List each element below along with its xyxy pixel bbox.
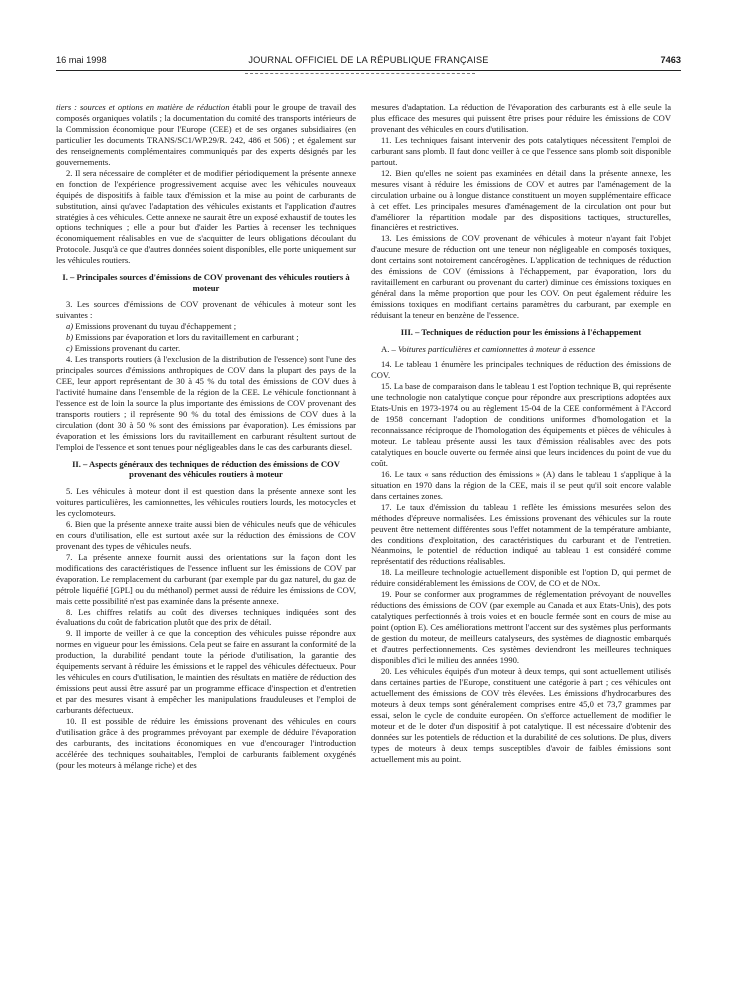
paragraph-3: 3. Les sources d'émissions de COV provenant de véhicules à moteur sont les suivantes : bbox=[56, 299, 356, 321]
list-item-c bbox=[56, 343, 356, 354]
paragraph-1 bbox=[56, 102, 356, 168]
paragraph-11: 11. Les techniques faisant intervenir des pots catalytiques nécessitent l'emploi de carburant sans plomb. Il faut donc veiller à ce que l'essence sans plomb soit disponible partout. bbox=[371, 134, 671, 167]
left-column bbox=[56, 102, 356, 771]
list-label-a: a) bbox=[66, 321, 74, 332]
section-heading-2: II. – Aspects généraux des techniques de réduction des émissions de COV provenant des véhicules routiers à moteur bbox=[72, 458, 340, 480]
paragraph-16: 16. Le taux « sans réduction des émissions » (A) dans le tableau 1 s'applique à la situation en 1970 dans la région de la CEE, mais il se peut qu'il soit encore valable dans certaines zones. bbox=[371, 468, 671, 501]
issue-date: 16 mai 1998 bbox=[56, 55, 107, 65]
paragraph-15: 15. La base de comparaison dans le tableau 1 est l'option technique B, qui représente une technologie non catalytique conçue pour répondre aux prescriptions adoptées aux Etats-Unis en 1973-1974 ou au règlement 15-04 de la CEE conformément à l'Accord de 1958 concernant l'adoption de conditions uniformes d'homologation et la reconnaissance réciproque de l'homologation des équipements et pièces de véhicules à moteur. Le tableau présente aussi les taux d'émission réalisables avec des pots catalytiques en boucle ouverte ou fermée ainsi que leurs incidences du point de vue du coût. bbox=[371, 381, 671, 468]
paragraph-9: 9. Il importe de veiller à ce que la conception des véhicules puisse répondre aux normes en vigueur pour les émissions. Cela peut se faire en assurant la conformité de la production, la durabilité pendant toute la période d'utilisation, la garantie des équipements servant à réduire les émissions et le rappel des véhicules défectueux. Pour les véhicules en cours d'utilisation, le maintien des résultats en matière de réduction des émissions peut aussi être assuré par un programme efficace d'inspection et d'entretien et par des mesures visant à empêcher les manipulations frauduleuses et l'emploi de carburants défectueux. bbox=[56, 628, 356, 716]
paragraph-14: 14. Le tableau 1 énumère les principales techniques de réduction des émissions de COV. bbox=[371, 359, 671, 381]
header-subrule bbox=[245, 73, 475, 74]
paragraph-1-text: établi pour le groupe de travail des composés organiques volatils ; la documentation du comité des transports intérieurs de la Commission économique pour l'Europe (CEE) et de ses organes subsidiaires (en particulier les documents TRANS/SC1/WP.29/R. 242, 486 et 506) ; et également sur des renseignements complémentaires communiqués par des experts désignés par les gouvernements. bbox=[56, 102, 356, 167]
list-item-a bbox=[56, 321, 356, 332]
list-label-b: b) bbox=[66, 332, 74, 343]
paragraph-8: 8. Les chiffres relatifs au coût des diverses techniques indiquées sont des évaluations du coût de fabrication plutôt que des prix de détail. bbox=[56, 606, 356, 628]
subsection-prefix: A. – bbox=[381, 343, 398, 354]
subsection-title: Voitures particulières et camionnettes à moteur à essence bbox=[397, 343, 596, 354]
paragraph-10-continued: mesures d'adaptation. La réduction de l'évaporation des carburants est à elle seule la plus efficace des mesures qui puissent être prises pour réduire les émissions de COV provenant des véhicules en cours d'utilisation. bbox=[371, 102, 671, 134]
journal-title: JOURNAL OFFICIEL DE LA RÉPUBLIQUE FRANÇAISE bbox=[248, 55, 489, 65]
paragraph-12: 12. Bien qu'elles ne soient pas examinées en détail dans la présente annexe, les mesures visant à réduire les émissions de COV et autres par l'aménagement de la circulation urbaine ou à longue distance constituent un moyen supplémentaire efficace à cet effet. Les principales mesures d'aménagement de la circulation ont pour but d'améliorer la répartition modale par des dispositions tactiques, structurelles, financières et restrictives. bbox=[371, 167, 671, 233]
list-text-a: Emissions provenant du tuyau d'échappement ; bbox=[73, 321, 237, 332]
header-rule bbox=[56, 70, 681, 71]
section-heading-1: I. – Principales sources d'émissions de COV provenant des véhicules routiers à moteur bbox=[62, 272, 350, 293]
page-header bbox=[56, 55, 681, 69]
paragraph-10: 10. Il est possible de réduire les émissions provenant des véhicules en cours d'utilisation grâce à des programmes prévoyant par exemple de déduire l'évaporation des carburants, des incitations économiques en vue d'encourager l'introduction accélérée des techniques souhaitables, l'emploi de carburants faiblement oxygénés (pour les moteurs à mélange riche) et des bbox=[56, 716, 356, 770]
paragraph-2: 2. Il sera nécessaire de compléter et de modifier périodiquement la présente annexe en fonction de l'expérience progressivement acquise avec les véhicules nouveaux équipés de dispositifs à faible taux d'émission et la mise au point de carburants de substitution, ainsi qu'avec l'adaptation des véhicules existants et l'application d'autres stratégies à ces véhicules. Cette annexe ne saurait être un exposé exhaustif de toutes les options techniques ; elle a pour but d'aider les Parties à recenser les techniques économiquement réalisables en vue de s'acquitter de leurs obligations découlant du Protocole. Jusqu'à ce que d'autres données soient disponibles, elle porte uniquement sur les véhicules routiers. bbox=[56, 167, 356, 266]
paragraph-13: 13. Les émissions de COV provenant de véhicules à moteur n'ayant fait l'objet d'aucune mesure de réduction ont une teneur non négligeable en composés toxiques, dont certains sont notoirement cancérogènes. L'application de techniques de réduction des émissions de COV (émissions à l'échappement, par évaporation, lors du ravitaillement en carburant ou provenant du carter) diminue ces émissions toxiques en général dans la même proportion que pour les COV. On peut également réduire les émissions toxiques en modifiant certains paramètres du carburant, par exemple en réduisant la teneur en benzène de l'essence. bbox=[371, 233, 671, 321]
list-label-c: c) bbox=[66, 343, 73, 354]
list-item-b bbox=[56, 332, 356, 343]
paragraph-19: 19. Pour se conformer aux programmes de réglementation prévoyant de nouvelles réductions des émissions de COV (par exemple au Canada et aux Etats-Unis), des pots catalytiques perfectionnés à trois voies et en boucle fermée sont en cours de mise au point (option E). Ces améliorations mettront l'accent sur des systèmes plus performants de gestion du moteur, de meilleurs catalyseurs, des systèmes de diagnostic embarqués et d'autres perfectionnements. Ces systèmes deviendront les meilleures techniques disponibles d'ici le milieu des années 1990. bbox=[371, 589, 671, 665]
subsection-heading-a bbox=[371, 344, 671, 355]
paragraph-17: 17. Le taux d'émission du tableau 1 reflète les émissions mesurées selon des méthodes d'épreuve normalisées. Les émissions provenant des véhicules sur la route peuvent être nettement différentes sous l'effet notamment de la température ambiante, des conditions d'exploitation, des caractéristiques du carburant et de l'entretien. Néanmoins, le potentiel de réduction indiqué au tableau 1 est considéré comme représentatif des réductions réalisables. bbox=[371, 501, 671, 567]
paragraph-1-italic: tiers : sources et options en matière de réduction bbox=[56, 102, 230, 112]
paragraph-4: 4. Les transports routiers (à l'exclusion de la distribution de l'essence) sont l'une des principales sources d'émissions anthropiques de COV dans la plupart des pays de la CEE, leur apport représentant de 30 à 45 % du total des émissions de COV dues à l'activité humaine dans l'ensemble de la région de la CEE. Le véhicule fonctionnant à l'essence est de loin la source la plus importante des émissions de COV provenant des transports routiers ; il représente 90 % du total des émissions de COV dues à la circulation (dont 30 à 50 % sont des émissions par évaporation). Les émissions par évaporation et les émissions lors du ravitaillement en carburant résultent surtout de l'emploi de l'essence et sont tenues pour négligeables dans le cas des carburants diesel. bbox=[56, 354, 356, 452]
list-text-c: Emissions provenant du carter. bbox=[72, 343, 181, 354]
list-text-b: Emissions par évaporation et lors du ravitaillement en carburant ; bbox=[73, 332, 299, 343]
section-heading-3: III. – Techniques de réduction pour les émissions à l'échappement bbox=[400, 327, 642, 338]
paragraph-7: 7. La présente annexe fournit aussi des orientations sur la façon dont les modifications des caractéristiques de l'essence influent sur les émissions de COV par évaporation. Le remplacement du carburant (par exemple par du gaz naturel, du gaz de pétrole liquéfié [GPL] ou du méthanol) permet aussi de réduire les émissions de COV, mais cette possibilité n'est pas examinée dans la présente annexe. bbox=[56, 551, 356, 606]
paragraph-5: 5. Les véhicules à moteur dont il est question dans la présente annexe sont les voitures particulières, les camionnettes, les véhicules routiers lourds, les motocycles et les cyclomoteurs. bbox=[56, 486, 356, 518]
right-column bbox=[371, 102, 671, 765]
page-number: 7463 bbox=[660, 55, 681, 65]
paragraph-6: 6. Bien que la présente annexe traite aussi bien de véhicules neufs que de véhicules en cours d'utilisation, elle est surtout axée sur la réduction des émissions de COV provenant des types de véhicules neufs. bbox=[56, 518, 356, 551]
paragraph-18: 18. La meilleure technologie actuellement disponible est l'option D, qui permet de réduire considérablement les émissions de COV, de CO et de NOx. bbox=[371, 567, 671, 589]
paragraph-20: 20. Les véhicules équipés d'un moteur à deux temps, qui sont actuellement utilisés dans certaines parties de l'Europe, constituent une catégorie à part ; ces véhicules ont actuellement des émissions de COV très élevées. Les émissions d'hydrocarbures des moteurs à deux temps sont généralement comprises entre 45,0 et 73,7 grammes par essai, selon le cycle de conduite européen. On s'efforce actuellement de modifier le moteur et de le doter d'un dispositif à pot catalytique. Il est nécessaire d'obtenir des données sur les potentiels de réduction et la durabilité de ces solutions. De plus, divers types de moteurs à deux temps susceptibles d'avoir de faibles émissions sont actuellement mis au point. bbox=[371, 665, 671, 764]
